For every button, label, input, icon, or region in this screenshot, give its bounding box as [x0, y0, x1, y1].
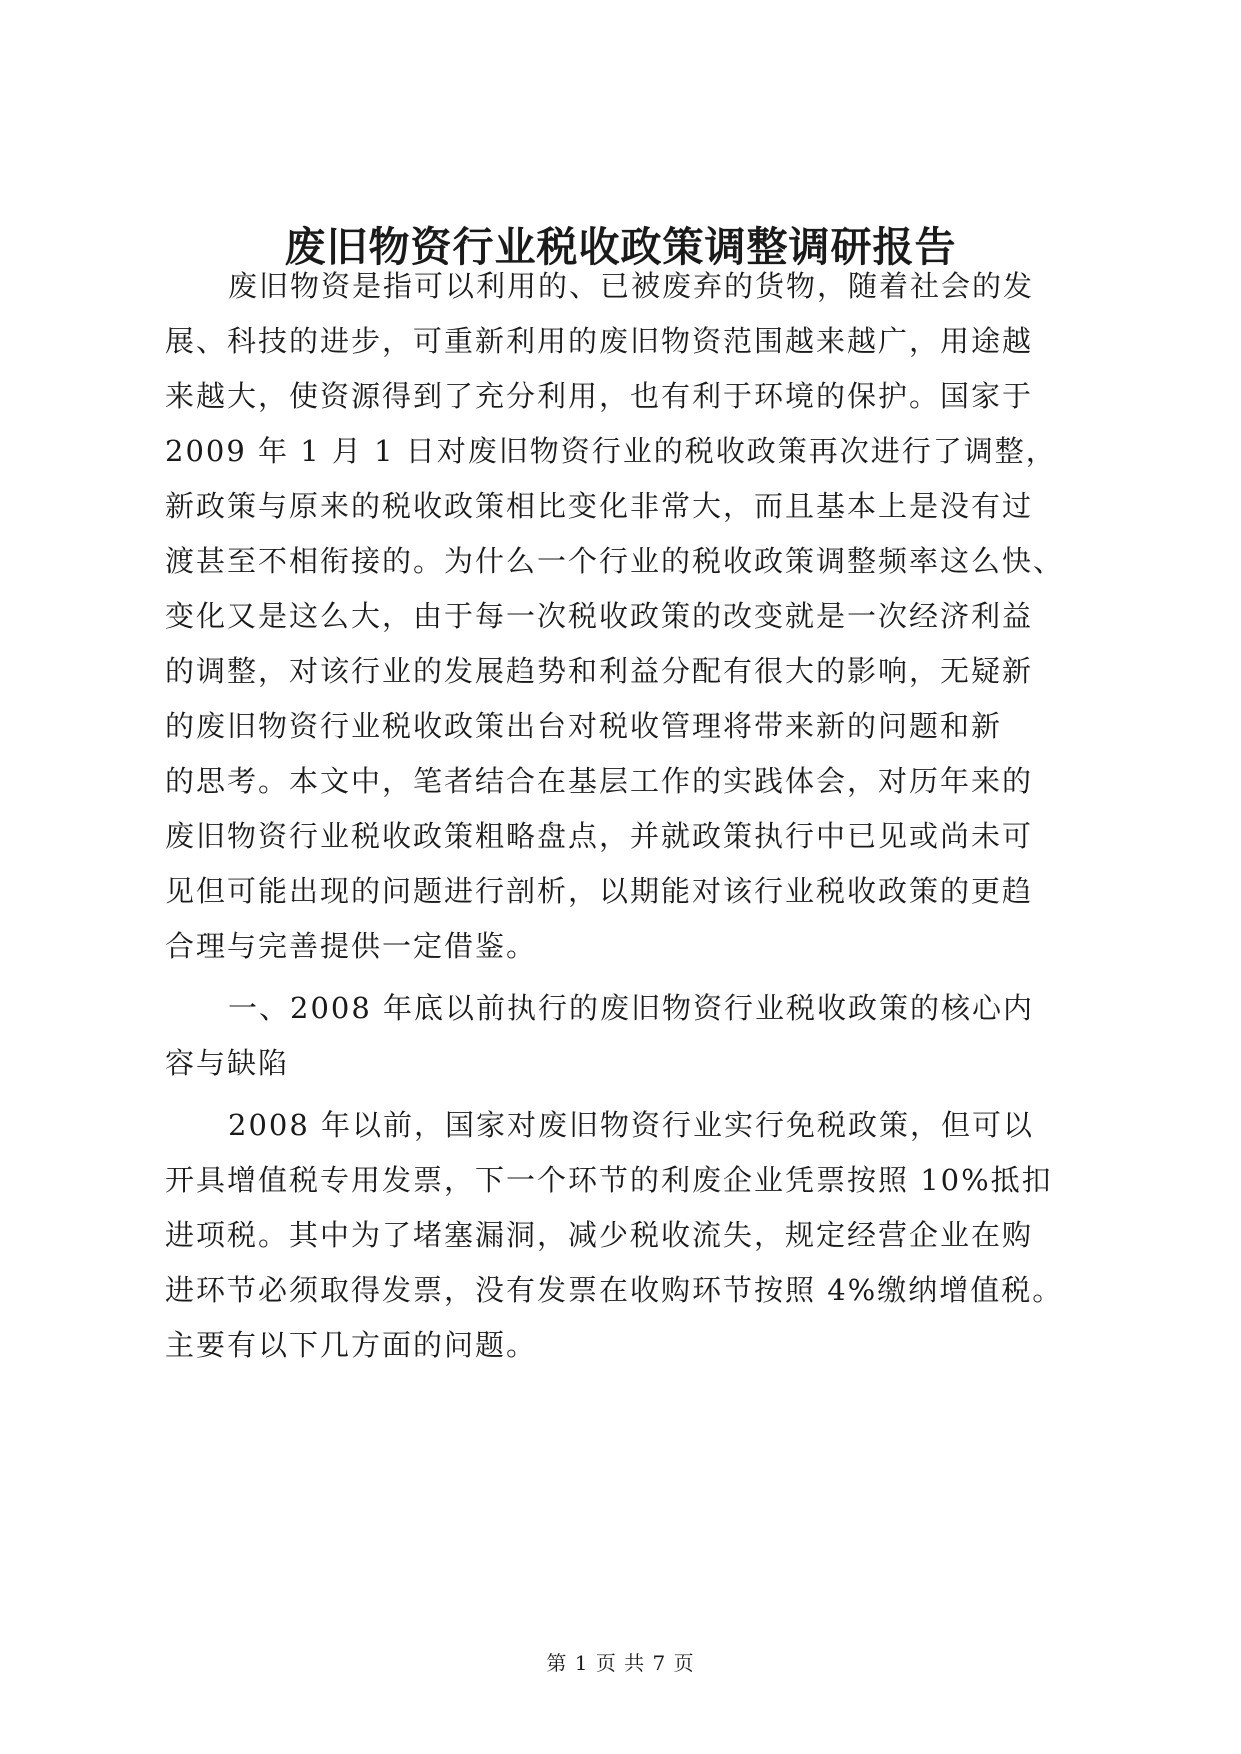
paragraph-line: 开具增值税专用发票，下一个环节的利废企业凭票按照 10%抵扣 — [165, 1163, 1053, 1197]
section-heading-line: 一、2008 年底以前执行的废旧物资行业税收政策的核心内 — [228, 991, 1035, 1025]
paragraph-line: 废旧物资是指可以利用的、已被废弃的货物，随着社会的发 — [228, 269, 1035, 303]
paragraph-line: 来越大，使资源得到了充分利用，也有利于环境的保护。国家于 — [165, 379, 1034, 413]
paragraph-line: 2008 年以前，国家对废旧物资行业实行免税政策，但可以 — [228, 1108, 1035, 1142]
paragraph-line: 变化又是这么大，由于每一次税收政策的改变就是一次经济利益 — [165, 599, 1034, 633]
paragraph-line: 合理与完善提供一定借鉴。 — [165, 929, 538, 963]
paragraph-line: 进项税。其中为了堵塞漏洞，减少税收流失，规定经营企业在购 — [165, 1218, 1034, 1252]
paragraph-line: 新政策与原来的税收政策相比变化非常大，而且基本上是没有过 — [165, 489, 1034, 523]
document-title: 废旧物资行业税收政策调整调研报告 — [284, 223, 957, 271]
paragraph-line: 的调整，对该行业的发展趋势和利益分配有很大的影响，无疑新 — [165, 654, 1034, 688]
paragraph-line: 展、科技的进步，可重新利用的废旧物资范围越来越广，用途越 — [165, 324, 1034, 358]
page-number-footer: 第 1 页 共 7 页 — [546, 1651, 695, 1675]
paragraph-line: 渡甚至不相衔接的。为什么一个行业的税收政策调整频率这么快、 — [165, 544, 1065, 578]
paragraph-line: 的废旧物资行业税收政策出台对税收管理将带来新的问题和新 — [165, 709, 1003, 743]
paragraph-line: 主要有以下几方面的问题。 — [165, 1328, 538, 1362]
paragraph-line: 的思考。本文中，笔者结合在基层工作的实践体会，对历年来的 — [165, 764, 1034, 798]
paragraph-line: 2009 年 1 月 1 日对废旧物资行业的税收政策再次进行了调整， — [165, 434, 1057, 468]
section-heading-line: 容与缺陷 — [165, 1046, 290, 1080]
paragraph-line: 废旧物资行业税收政策粗略盘点，并就政策执行中已见或尚未可 — [165, 819, 1034, 853]
paragraph-line: 进环节必须取得发票，没有发票在收购环节按照 4%缴纳增值税。 — [165, 1273, 1064, 1307]
paragraph-line: 见但可能出现的问题进行剖析，以期能对该行业税收政策的更趋 — [165, 874, 1034, 908]
